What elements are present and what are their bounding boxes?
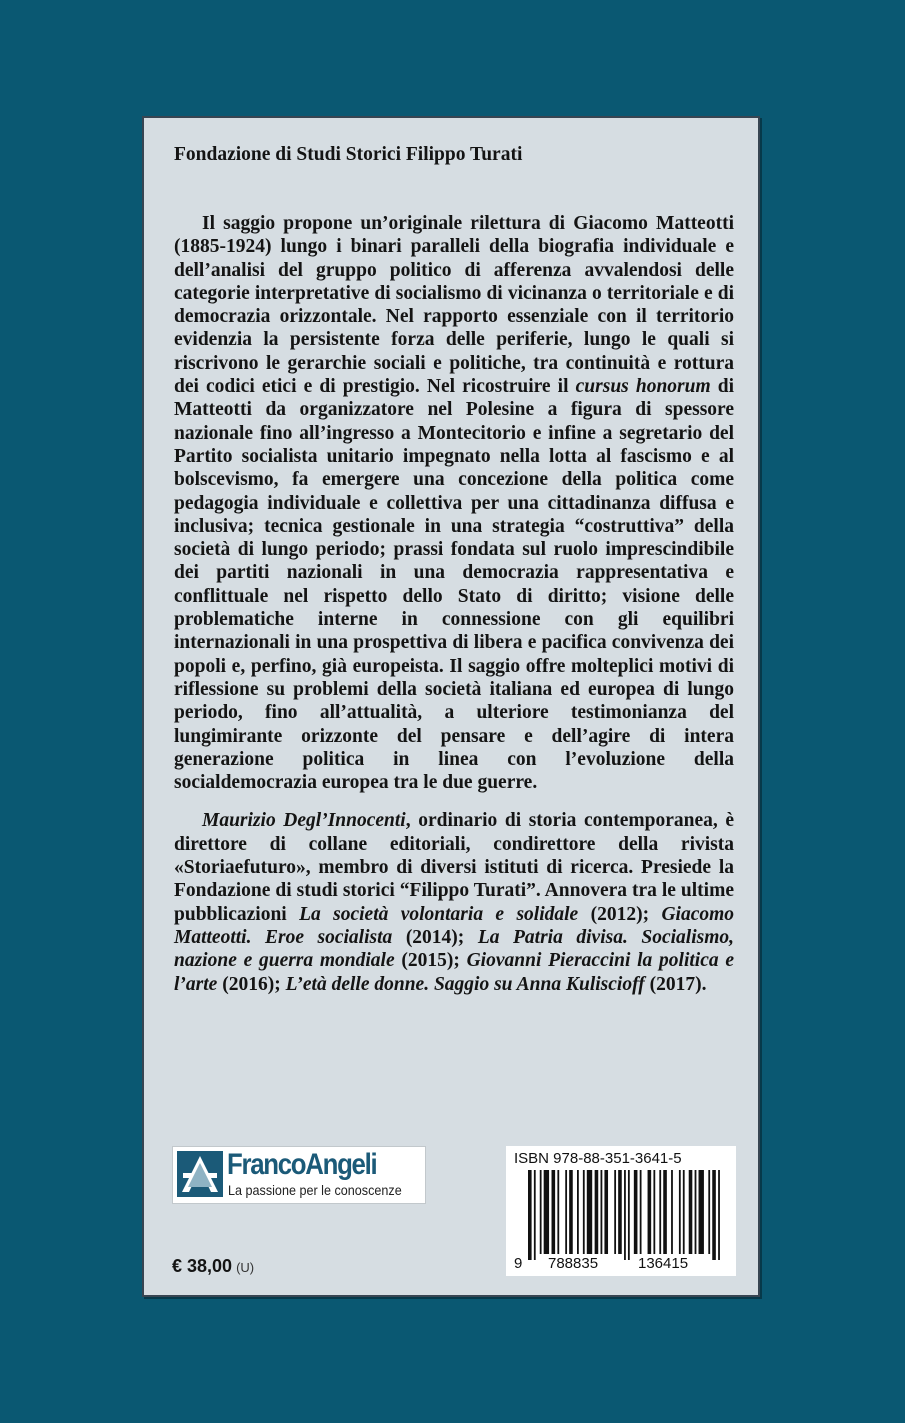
barcode-bar — [659, 1170, 661, 1254]
work-year-4: (2016); — [222, 973, 281, 995]
barcode-bar — [552, 1170, 556, 1254]
work-title-3: La Patria divisa. Socialismo, nazione e guerra mondiale — [174, 926, 735, 972]
francoangeli-logo-icon — [177, 1151, 223, 1197]
barcode-bar — [569, 1170, 573, 1254]
barcode-bar — [587, 1170, 592, 1254]
author-name: Maurizio Degl’Innocenti — [202, 810, 406, 832]
barcode-bar — [624, 1170, 626, 1260]
barcode-bar — [653, 1170, 655, 1254]
barcode-bar — [595, 1170, 599, 1254]
barcode-bar — [540, 1170, 542, 1254]
price-code: (U) — [236, 1260, 255, 1275]
barcode-bar — [634, 1170, 638, 1254]
barcode-bar — [565, 1170, 567, 1254]
barcode-bar — [557, 1170, 559, 1254]
publisher-logo — [172, 1146, 426, 1204]
barcode-bar — [628, 1170, 630, 1260]
work-title-4: Giovanni Pieraccini la politica e l’arte — [174, 950, 734, 995]
barcode-bar — [663, 1170, 667, 1254]
barcode-bar — [640, 1170, 642, 1254]
blurb-rest: di Matteotti da organizzatore nel Polesine a figura di spessore nazionale fino all’ingresso a Montecitorio e infine a segretario del Partito socialista unitario impegnato nella lotta al fascismo e al bolscevismo, fa emergere una concezione della politica come pedagogia individuale e collettiva per una cittadinanza diffusa e inclusiva; tecnica gestionale in una strategia “costruttiva” della società di lungo periodo; prassi fondata sul ruolo imprescindibile dei partiti nazionali in una democrazia rappresentativa e conflittuale nel rispetto dello Stato di diritto; visione delle problematiche interne in connessione con gli equilibri internazionali in una prospettiva di libera e pacifica convivenza dei popoli e, perfino, già europeista. Il saggio offre molteplici motivi di riflessione su problemi della società italiana ed europea di lungo periodo, fino all’attualità, a ulteriore testimonianza del lungimirante orizzonte del pensare e dell’agire di intera generazione politica in linea con l’evoluzione della socialdemocrazia europea tra le due guerre. — [174, 376, 735, 794]
barcode-icon — [528, 1170, 728, 1260]
barcode-bar — [695, 1170, 697, 1254]
barcode-right-digits: 136415 — [638, 1255, 689, 1272]
barcode-bar — [544, 1170, 549, 1254]
barcode-left-digits: 788835 — [548, 1255, 599, 1272]
price-amount: € 38,00 — [172, 1256, 233, 1276]
barcode-bar — [648, 1170, 652, 1254]
publisher-tagline: La passione per le conoscenze — [228, 1182, 402, 1198]
isbn-barcode-box — [506, 1146, 736, 1276]
foundation-name: Fondazione di Studi Storici Filippo Turati — [174, 144, 523, 165]
barcode-bar — [712, 1170, 716, 1260]
barcode-bar — [679, 1170, 681, 1254]
work-year-2: (2014); — [405, 926, 465, 948]
work-title-5: L’età delle donne. Saggio su Anna Kuliscioff — [285, 973, 645, 995]
author-bio-paragraph — [174, 809, 734, 995]
work-title-1: La società volontaria e solidale — [299, 903, 579, 925]
barcode-first-digit: 9 — [514, 1255, 523, 1272]
barcode-bar — [577, 1170, 579, 1254]
isbn-label: ISBN 978-88-351-3641-5 — [514, 1150, 682, 1167]
barcode-bar — [601, 1170, 603, 1254]
barcode-bar — [708, 1170, 710, 1254]
barcode-bar — [528, 1170, 532, 1260]
blurb-paragraph — [174, 212, 734, 794]
barcode-bar — [604, 1170, 608, 1254]
work-year-1: (2012); — [590, 903, 650, 925]
barcode-bar — [583, 1170, 585, 1254]
author-description: , ordinario di storia contemporanea, è direttore di collane editoriali, condirettore della rivista «Storiaefuturo», membro di diversi istituti di ricerca. Presiede la Fondazione di studi storici “Filippo Turati”. Annovera tra le ultime pubblicazioni — [174, 810, 734, 925]
barcode-bar — [618, 1170, 622, 1254]
back-cover-panel — [142, 116, 760, 1297]
work-year-5: (2017). — [649, 973, 707, 995]
blurb-text — [174, 212, 734, 996]
blurb-cursus-honorum: cursus honorum — [575, 376, 711, 398]
barcode-bar — [699, 1170, 704, 1254]
blurb-intro: Il saggio propone un’originale rilettura di Giacomo Matteotti (1885-1924) lungo i binari paralleli della biografia individuale e dell’analisi del gruppo politico di afferenza avvalendosi delle categorie interpretative di socialismo di vicinanza o territoriale e di democrazia orizzontale. Nel rapporto essenziale con il territorio evidenzia la persistente forza delle periferie, lungo le quali si riscrivono le gerarchie sociali e politiche, tra continuità e rottura dei codici etici e di prestigio. Nel ricostruire il — [174, 213, 734, 398]
barcode-bar — [534, 1170, 536, 1260]
price — [172, 1256, 254, 1277]
work-title-2: Giacomo Matteotti. Eroe socialista — [174, 903, 735, 948]
barcode-bar — [614, 1170, 616, 1254]
barcode-bar — [689, 1170, 693, 1254]
barcode-bar — [671, 1170, 673, 1254]
work-year-3: (2015); — [401, 950, 460, 972]
barcode-bar — [718, 1170, 720, 1260]
barcode-bar — [683, 1170, 685, 1254]
publisher-name: FrancoAngeli — [227, 1148, 377, 1181]
